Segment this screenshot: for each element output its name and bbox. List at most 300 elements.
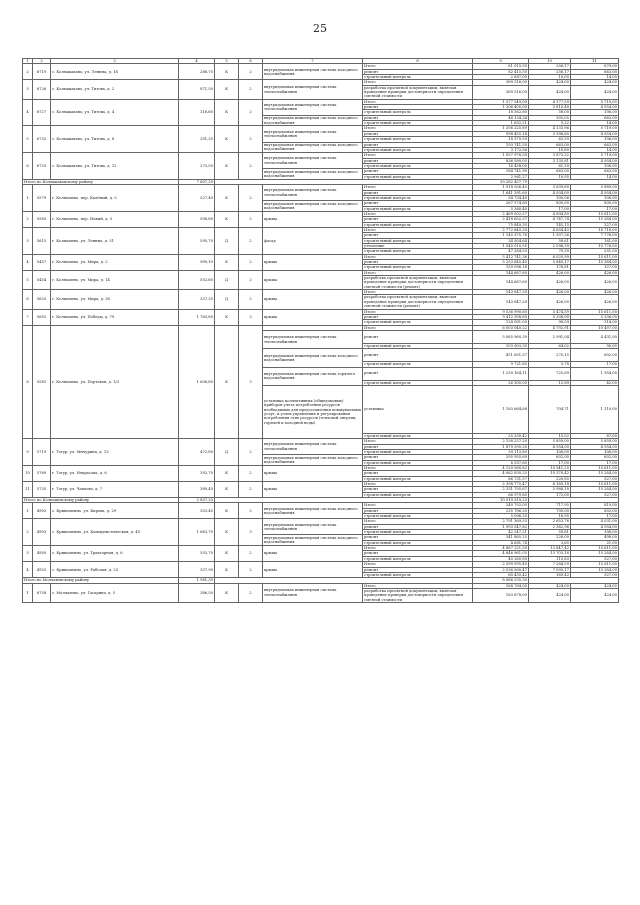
unit-cost-value: 98,59	[529, 320, 571, 325]
building-address: с. Кривошеино, ул. Коммунистическая, д. 49	[51, 519, 179, 546]
work-type: Итого	[363, 503, 473, 508]
cost-value: 16 438,00	[473, 163, 529, 168]
building-area: 552,60	[179, 270, 215, 289]
cost-value: 193 741,50	[473, 142, 529, 147]
unit-cost-value: 426,00	[529, 295, 571, 309]
work-type: строительный контроль	[363, 75, 473, 80]
unit-cost-value: 228,00	[529, 535, 571, 540]
service-type: крыша	[263, 465, 363, 481]
max-unit-cost-value: 106,00	[571, 163, 619, 168]
row-number: 1	[23, 185, 33, 212]
row-number: 7	[23, 309, 33, 325]
unit-cost-value: 2 362,96	[529, 524, 571, 529]
work-type: строительный контроль	[363, 174, 473, 179]
building-area: 386,50	[179, 583, 215, 602]
cost-value: 1 993 547,82	[473, 524, 529, 529]
max-unit-cost-value: 90,00	[571, 343, 619, 348]
district-total-cost: 8 066 235,30	[473, 578, 529, 583]
work-type: строительный контроль	[363, 137, 473, 142]
work-type: строительный контроль	[363, 222, 473, 227]
building-address: с. Колмакаково, ул. Титова, д. 2	[51, 80, 179, 99]
row-number: 2	[23, 519, 33, 546]
max-unit-cost-value: 15 611,00	[571, 562, 619, 567]
work-type: строительный контроль	[363, 476, 473, 481]
max-unit-cost-value: 4 954,00	[571, 190, 619, 195]
cost-value: 164 784,00	[473, 583, 529, 588]
work-type: ремонт	[363, 233, 473, 238]
work-type: разработка проектной документации, включая проведение проверки достоверности определения сметной стоимости	[363, 85, 473, 99]
work-type: строительный контроль	[363, 121, 473, 126]
max-unit-cost-value: 15 611,00	[571, 254, 619, 259]
service-type: внутридомовая инженерная система горячего водоснабжения	[263, 367, 363, 385]
work-type: ремонт	[363, 349, 473, 362]
row-number: 5	[23, 270, 33, 289]
district-total-cost: 10 519 319,23	[473, 498, 529, 503]
cost-value: 2 158 237,20	[473, 439, 529, 444]
building-area: 337,20	[179, 290, 215, 309]
cost-value: 1 239 164,11	[473, 367, 529, 380]
max-unit-cost-value: 424,00	[571, 80, 619, 85]
work-type: строительный контроль	[363, 460, 473, 465]
floors: 3	[239, 325, 263, 439]
building-address: г. Тогур, ул. Некрасова, д. 6	[51, 465, 179, 481]
wall-material: К	[215, 80, 239, 99]
service-type: внутридомовая инженерная система холодного водоснабжения	[263, 455, 363, 466]
work-type: строительный контроль	[363, 163, 473, 168]
cost-value: 9 412 398,60	[473, 314, 529, 319]
service-type: внутридомовая инженерная система холодного водоснабжения	[263, 349, 363, 367]
wall-material: Д	[215, 290, 239, 309]
district-total-area: 1 981,30	[179, 578, 215, 583]
max-unit-cost-value: 679,00	[571, 64, 619, 69]
floors: 2	[239, 64, 263, 80]
building-id: 5581	[33, 325, 51, 439]
unit-cost-value: 4 133,96	[529, 126, 571, 131]
unit-cost-value: 5 474,59	[529, 309, 571, 314]
service-type: внутридомовая инженерная система холодного водоснабжения	[263, 64, 363, 80]
max-unit-cost-value: 7 776,00	[571, 233, 619, 238]
work-type: ремонт	[363, 508, 473, 513]
building-area: 389,40	[179, 482, 215, 498]
cost-value: 2 791 369,53	[473, 519, 529, 524]
building-area: 871,50	[179, 80, 215, 99]
work-type: ремонт	[363, 444, 473, 449]
max-unit-cost-value: 106,00	[571, 195, 619, 200]
work-type: утепление	[363, 244, 473, 249]
floors: 2	[239, 503, 263, 519]
unit-cost-value: 700,00	[529, 508, 571, 513]
building-id: 4902	[33, 503, 51, 519]
building-address: с. Молчаново, ул. Гагарина, д. 5	[51, 583, 179, 602]
work-type: ремонт	[363, 131, 473, 136]
building-address: с. Кривошеино, ул. Кирова, д. 29	[51, 503, 179, 519]
work-type: строительный контроль	[363, 110, 473, 115]
building-area: 316,60	[179, 99, 215, 126]
unit-cost-value: 2 653,76	[529, 519, 571, 524]
building-address: с. Кривошеино, ул. Рабочая, д. 25	[51, 562, 179, 578]
district-total-area: 7 607,20	[179, 179, 215, 184]
cost-value: 5 360,40	[473, 206, 529, 211]
building-area: 353,40	[179, 503, 215, 519]
unit-cost-value: 424,00	[529, 85, 571, 99]
cost-value: 18 379,59	[473, 137, 529, 142]
unit-cost-value: 270,15	[529, 349, 571, 362]
wall-material: К	[215, 126, 239, 153]
work-type: Итого	[363, 126, 473, 131]
work-type: ремонт	[363, 201, 473, 206]
unit-cost-value: 106,00	[529, 449, 571, 454]
work-type: Итого	[363, 254, 473, 259]
cost-value: 240 792,05	[473, 503, 529, 508]
building-address: г. Колпашево, ул. Ленина, д. 31	[51, 228, 179, 255]
building-id: 4950	[33, 546, 51, 562]
max-unit-cost-value: 663,00	[571, 115, 619, 120]
district-total-area: 2 857,20	[179, 498, 215, 503]
building-area: 553,70	[179, 546, 215, 562]
building-address: с. Колмакаково, ул. Ленина, д. 18	[51, 64, 179, 80]
max-unit-cost-value: 14,00	[571, 121, 619, 126]
cost-value: 144 687,60	[473, 270, 529, 275]
cost-value: 1 879 595,20	[473, 444, 529, 449]
cost-value: 46 134,34	[473, 115, 529, 120]
cost-value: 144 687,60	[473, 276, 529, 290]
floors: 2	[239, 228, 263, 255]
wall-material: К	[215, 153, 239, 180]
col-1-header: 1	[23, 59, 33, 64]
unit-cost-value: 10,89	[529, 147, 571, 152]
max-unit-cost-value: 424,00	[571, 583, 619, 588]
wall-material: Д	[215, 270, 239, 289]
max-unit-cost-value: 15 611,00	[571, 465, 619, 470]
cost-value: 341 865,25	[473, 535, 529, 540]
max-unit-cost-value: 426,00	[571, 276, 619, 290]
unit-cost-value: 602,00	[529, 455, 571, 460]
floors: 2	[239, 254, 263, 270]
work-type: ремонт	[363, 69, 473, 74]
unit-cost-value: 424,00	[529, 80, 571, 85]
unit-cost-value: 663,00	[529, 142, 571, 147]
max-unit-cost-value: 4 031,00	[571, 519, 619, 524]
unit-cost-value: 61,39	[529, 163, 571, 168]
row-number: 2	[23, 211, 33, 227]
cost-value: 5 412 741,36	[473, 254, 529, 259]
work-type: строительный контроль	[363, 556, 473, 561]
wall-material: Д	[215, 439, 239, 466]
work-type: ремонт	[363, 190, 473, 195]
max-unit-cost-value: 15 284,00	[571, 260, 619, 265]
building-id: 5769	[33, 465, 51, 481]
cost-value: 369 516,00	[473, 80, 529, 85]
max-unit-cost-value: 10 776,00	[571, 244, 619, 249]
max-unit-cost-value: 602,00	[571, 455, 619, 460]
cost-value: 998 455,14	[473, 131, 529, 136]
work-type: ремонт	[363, 524, 473, 529]
work-type: ремонт	[363, 142, 473, 147]
building-area: 595,70	[179, 228, 215, 255]
work-type: строительный контроль	[363, 343, 473, 348]
cost-value: 1 057 976,58	[473, 153, 529, 158]
building-address: г. Тогур, ул. Мичурина, д. 13	[51, 439, 179, 466]
unit-cost-value: 424,00	[529, 583, 571, 588]
service-type: внутридомовая инженерная система теплоснабжения	[263, 439, 363, 455]
service-type: внутридомовая инженерная система теплоснабжения	[263, 185, 363, 201]
max-unit-cost-value: 4 431,00	[571, 330, 619, 343]
cost-value: 6 557,60	[473, 460, 529, 465]
building-area: 291,20	[179, 126, 215, 153]
cost-value: 369 516,00	[473, 85, 529, 99]
cost-value: 6 003 040,22	[473, 325, 529, 330]
work-type: строительный контроль	[363, 492, 473, 497]
service-type: внутридомовая инженерная система холодного водоснабжения	[263, 142, 363, 153]
max-unit-cost-value: 424,00	[571, 85, 619, 99]
service-type: крыша	[263, 309, 363, 325]
col-5-header: 5	[215, 59, 239, 64]
building-address: г. Колпашево, ул. Мира, д. 14	[51, 270, 179, 289]
wall-material: К	[215, 503, 239, 519]
work-type: строительный контроль	[363, 433, 473, 438]
work-type: ремонт	[363, 551, 473, 556]
unit-cost-value: 4 792,91	[529, 325, 571, 330]
cost-value: 295 955,60	[473, 455, 529, 460]
max-unit-cost-value: 4 954,00	[571, 524, 619, 529]
work-type: Итого	[363, 439, 473, 444]
unit-cost-value: 426,00	[529, 270, 571, 275]
max-unit-cost-value: 819,00	[571, 503, 619, 508]
row-number: 8	[23, 325, 33, 439]
cost-value: 4 887 221,50	[473, 546, 529, 551]
work-type: строительный контроль	[363, 320, 473, 325]
unit-cost-value: 10,95	[529, 174, 571, 179]
service-type: внутридомовая инженерная система холодного водоснабжения	[263, 535, 363, 546]
row-number: 11	[23, 482, 33, 498]
building-area: 273,50	[179, 153, 215, 180]
cost-value: 4 681,74	[473, 540, 529, 545]
work-type: строительный контроль	[363, 249, 473, 254]
wall-material: К	[215, 64, 239, 80]
row-number: 4	[23, 99, 33, 126]
service-type: внутридомовая инженерная система холодного водоснабжения	[263, 115, 363, 126]
max-unit-cost-value: 663,00	[571, 169, 619, 174]
col-11-header: 11	[571, 59, 619, 64]
max-unit-cost-value: 106,00	[571, 449, 619, 454]
max-unit-cost-value: 663,00	[571, 69, 619, 74]
wall-material: К	[215, 211, 239, 227]
work-type: строительный контроль	[363, 195, 473, 200]
cost-value: 1 918 556,40	[473, 185, 529, 190]
unit-cost-value: 15,89	[529, 380, 571, 385]
unit-cost-value: 17,00	[529, 206, 571, 211]
wall-material: К	[215, 99, 239, 126]
unit-cost-value: 6 025,99	[529, 254, 571, 259]
building-address: г. Колпашево, ул. Мира, д. 28	[51, 290, 179, 309]
unit-cost-value: 16,95	[529, 514, 571, 519]
work-type: Итого	[363, 465, 473, 470]
max-unit-cost-value: 1 110,00	[571, 385, 619, 433]
max-unit-cost-value: 5 889,00	[571, 185, 619, 190]
unit-cost-value: 5 849,17	[529, 260, 571, 265]
unit-cost-value: 10,00	[529, 75, 571, 80]
work-type: строительный контроль	[363, 238, 473, 243]
unit-cost-value: 3,65	[529, 540, 571, 545]
work-type: ремонт	[363, 535, 473, 540]
unit-cost-value: 4 654,43	[529, 228, 571, 233]
col-9-header: 9	[473, 59, 529, 64]
floors: 2	[239, 482, 263, 498]
cost-value: 2 418 652,37	[473, 217, 529, 222]
building-area: 1 656,80	[179, 325, 215, 439]
unit-cost-value: 58,61	[529, 238, 571, 243]
building-id: 5454	[33, 270, 51, 289]
floors: 2	[239, 546, 263, 562]
unit-cost-value: 3 810,48	[529, 105, 571, 110]
max-unit-cost-value: 106,00	[571, 530, 619, 535]
work-type: Итого	[363, 211, 473, 216]
cost-value: 47 284,55	[473, 249, 529, 254]
unit-cost-value: 172,00	[529, 492, 571, 497]
unit-cost-value: 426,00	[529, 290, 571, 295]
building-id: 5583	[33, 211, 51, 227]
row-number: 9	[23, 439, 33, 466]
unit-cost-value: 145,15	[529, 222, 571, 227]
max-unit-cost-value: 15 284,00	[571, 471, 619, 476]
service-type: внутридомовая инженерная система холодного водоснабжения	[263, 201, 363, 212]
col-7-header: 7	[263, 59, 363, 64]
cost-value: 75 849,35	[473, 222, 529, 227]
service-type: внутридомовая инженерная система теплоснабжения	[263, 153, 363, 169]
building-address: г. Колпашево, пер. Новый, д. 3	[51, 211, 179, 227]
service-type: внутридомовая инженерная система теплоснабжения	[263, 99, 363, 115]
service-type: крыша	[263, 254, 363, 270]
building-id: 6726	[33, 80, 51, 99]
unit-cost-value: 4 894,89	[529, 211, 571, 216]
service-type: крыша	[263, 270, 363, 289]
max-unit-cost-value: 15 284,00	[571, 217, 619, 222]
service-type: крыша	[263, 546, 363, 562]
max-unit-cost-value: 424,00	[571, 588, 619, 602]
cost-value: 267 574,80	[473, 201, 529, 206]
unit-cost-value: 2 596,39	[529, 244, 571, 249]
max-unit-cost-value: 5 719,00	[571, 99, 619, 104]
cost-value: 2 398 775,47	[473, 482, 529, 487]
building-area: 392,70	[179, 465, 215, 481]
floors: 2	[239, 439, 263, 466]
unit-cost-value: 256,17	[529, 64, 571, 69]
cost-value: 4 129 560,82	[473, 465, 529, 470]
unit-cost-value: 3 398,60	[529, 131, 571, 136]
work-type: разработка проектной документации, включая проведение проверки достоверности определения сметной стоимости (ремонт)	[363, 295, 473, 309]
max-unit-cost-value: 327,00	[571, 572, 619, 577]
row-number: 3	[23, 546, 33, 562]
max-unit-cost-value: 15 611,00	[571, 309, 619, 314]
wall-material: К	[215, 325, 239, 439]
max-unit-cost-value: 18 716,00	[571, 228, 619, 233]
building-id: 4903	[33, 519, 51, 546]
work-type: Итого	[363, 64, 473, 69]
unit-cost-value: 725,69	[529, 367, 571, 380]
work-type: ремонт	[363, 169, 473, 174]
work-type: установка	[363, 385, 473, 433]
cost-value: 25 330,42	[473, 433, 529, 438]
max-unit-cost-value: 15 611,00	[571, 482, 619, 487]
building-address: г. Колпашево, ул. Портовая, д. 1/3	[51, 325, 179, 439]
max-unit-cost-value: 4 954,00	[571, 444, 619, 449]
col-3-header: 3	[51, 59, 179, 64]
cost-value: 1 206 400,00	[473, 105, 529, 110]
unit-cost-value: 5 988,18	[529, 487, 571, 492]
max-unit-cost-value: 17,00	[571, 206, 619, 211]
building-id: 5719	[33, 439, 51, 466]
cost-value: 3 172,56	[473, 147, 529, 152]
building-id: 6733	[33, 153, 51, 180]
work-type: ремонт	[363, 314, 473, 319]
cost-value: 9 536 990,60	[473, 309, 529, 314]
service-type: внутридомовая инженерная система теплоснабжения	[263, 126, 363, 142]
max-unit-cost-value: 251,00	[571, 249, 619, 254]
service-type: внутридомовая инженерная система холодного водоснабжения	[263, 169, 363, 180]
unit-cost-value: 7 095,17	[529, 567, 571, 572]
max-unit-cost-value: 327,00	[571, 476, 619, 481]
floors: 3	[239, 519, 263, 546]
wall-material: К	[215, 309, 239, 325]
cost-value: 5 253 645,40	[473, 260, 529, 265]
cost-value: 235 786,20	[473, 508, 529, 513]
cost-value: 1 183 664,68	[473, 385, 529, 433]
building-id: 5579	[33, 185, 51, 212]
max-unit-cost-value: 802,00	[571, 508, 619, 513]
max-unit-cost-value: 17,00	[571, 362, 619, 367]
cost-value: 1 145 375,76	[473, 233, 529, 238]
work-type: строительный контроль	[363, 380, 473, 385]
unit-cost-value: 5,78	[529, 362, 571, 367]
max-unit-cost-value: 10 497,00	[571, 325, 619, 330]
work-type: ремонт	[363, 330, 473, 343]
building-address: с. Колмакаково, ул. Титова, д. 4	[51, 99, 179, 126]
max-unit-cost-value: 800,00	[571, 201, 619, 206]
building-address: с. Колмакаково, ул. Титова, д. 8	[51, 126, 179, 153]
col-6-header: 6	[239, 59, 263, 64]
unit-cost-value: 15,02	[529, 433, 571, 438]
service-type: крыша	[263, 290, 363, 309]
cost-value: 143 647,20	[473, 290, 529, 295]
cost-value: 34 954,64	[473, 238, 529, 243]
cost-value: 2 536 560,47	[473, 567, 529, 572]
cost-value: 2 469 502,57	[473, 211, 529, 216]
cost-value: 451 691,57	[473, 349, 529, 362]
max-unit-cost-value: 21,00	[571, 540, 619, 545]
cost-value: 54 734,40	[473, 195, 529, 200]
building-address: с. Кривошеино, ул. Тракторная, д. 6	[51, 546, 179, 562]
max-unit-cost-value: 5 859,00	[571, 439, 619, 444]
building-area: 1 663,70	[179, 519, 215, 546]
wall-material: К	[215, 562, 239, 578]
service-type: внутридомовая инженерная система теплоснабжения	[263, 80, 363, 99]
work-type: строительный контроль	[363, 206, 473, 211]
max-unit-cost-value: 327,00	[571, 222, 619, 227]
unit-cost-value: 4 747,74	[529, 217, 571, 222]
max-unit-cost-value: 106,00	[571, 110, 619, 115]
row-number: 4	[23, 562, 33, 578]
unit-cost-value: 4 177,59	[529, 99, 571, 104]
unit-cost-value: 13 847,42	[529, 546, 571, 551]
building-area: 1 763,80	[179, 309, 215, 325]
unit-cost-value: 64,02	[529, 343, 571, 348]
floors: 2	[239, 562, 263, 578]
work-type: строительный контроль	[363, 265, 473, 270]
max-unit-cost-value: 4 954,00	[571, 158, 619, 163]
work-type: ремонт	[363, 158, 473, 163]
cost-value: 159 096,16	[473, 265, 529, 270]
unit-cost-value: 115,83	[529, 556, 571, 561]
